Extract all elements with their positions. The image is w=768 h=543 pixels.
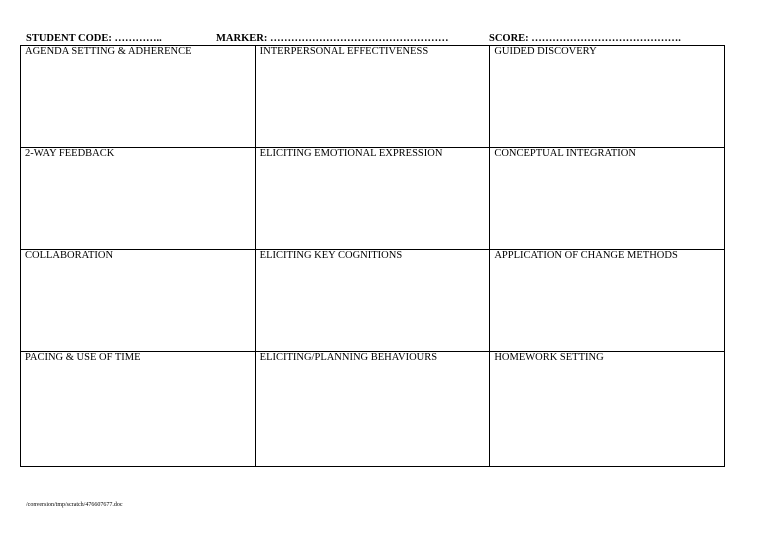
grid-cell-interpersonal-effectiveness: INTERPERSONAL EFFECTIVENESS [255,46,490,148]
grid-cell-homework-setting: HOMEWORK SETTING [490,352,725,467]
assessment-grid [20,45,725,467]
grid-cell-eliciting-key-cognitions: ELICITING KEY COGNITIONS [255,250,490,352]
grid-cell-agenda-setting: AGENDA SETTING & ADHERENCE [21,46,256,148]
grid-cell-pacing-use-of-time: PACING & USE OF TIME [21,352,256,467]
grid-cell-application-of-change-methods: APPLICATION OF CHANGE METHODS [490,250,725,352]
grid-row [21,148,725,250]
document-path-footer: /conversion/tmp/scratch/476607677.doc [26,502,123,508]
grid-row [21,250,725,352]
grid-row [21,352,725,467]
marker-field: MARKER: …………………………………………… [216,33,449,44]
grid-cell-eliciting-emotional-expression: ELICITING EMOTIONAL EXPRESSION [255,148,490,250]
grid-cell-eliciting-planning-behaviours: ELICITING/PLANNING BEHAVIOURS [255,352,490,467]
grid-cell-two-way-feedback: 2-WAY FEEDBACK [21,148,256,250]
grid-cell-guided-discovery: GUIDED DISCOVERY [490,46,725,148]
grid-cell-conceptual-integration: CONCEPTUAL INTEGRATION [490,148,725,250]
grid-cell-collaboration: COLLABORATION [21,250,256,352]
score-field: SCORE: ……………………………………. [489,33,681,44]
student-code-field: STUDENT CODE: ………….. [26,33,162,44]
grid-row [21,46,725,148]
